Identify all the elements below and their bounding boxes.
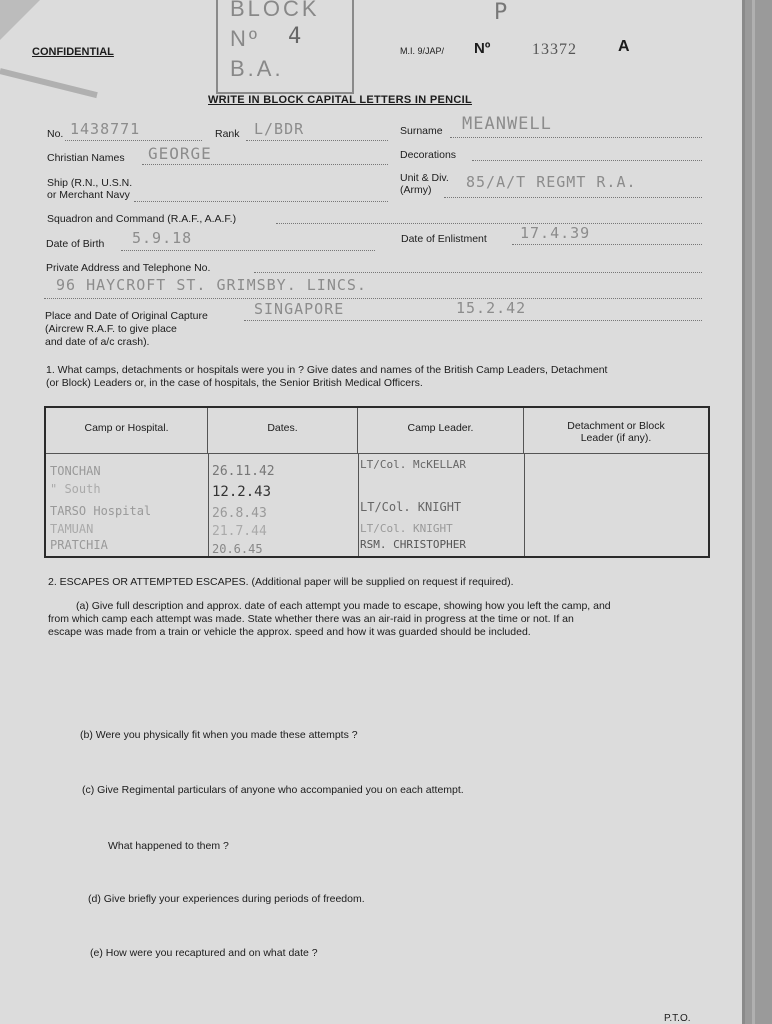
confidential-label: CONFIDENTIAL (32, 46, 114, 58)
stamp-line-1: BLOCK (230, 0, 320, 21)
number-label: Nº (474, 40, 491, 57)
pto-label: P.T.O. (664, 1013, 691, 1024)
dates-cell: 21.7.44 (212, 524, 267, 539)
unit-label-1: Unit & Div. (400, 172, 449, 184)
question-b: (b) Were you physically fit when you made these attempts ? (80, 729, 358, 741)
folded-corner (0, 0, 40, 40)
camp-cell: TARSO Hospital (50, 504, 152, 518)
question-1-line-2: (or Block) Leaders or, in the case of hospitals, the Senior British Medical Officers. (46, 377, 423, 389)
camp-cell: TONCHAN (50, 464, 101, 478)
capture-date: 15.2.42 (456, 299, 527, 317)
decorations-label: Decorations (400, 149, 457, 161)
detachment-header-line-1: Detachment or Block (567, 420, 665, 432)
squadron-label: Squadron and Command (R.A.F., A.A.F.) (47, 213, 237, 225)
stamp-line-3: B.A. (230, 56, 284, 81)
leader-cell: LT/Col. KNIGHT (360, 522, 453, 535)
question-c: (c) Give Regimental particulars of anyone who accompanied you on each attempt. (82, 784, 464, 796)
escapes-a-line-2: from which camp each attempt was made. State whether there was an air-raid in progress at the time or not. If an (48, 613, 574, 625)
dob-label: Date of Birth (46, 238, 105, 250)
question-e: (e) How were you recaptured and on what date ? (90, 947, 318, 959)
leader-cell: LT/Col. McKELLAR (360, 458, 466, 471)
rank-label: Rank (215, 128, 240, 140)
question-1-line-1: 1. What camps, detachments or hospitals were you in ? Give dates and names of the British Camp Leaders, Detachment (46, 364, 608, 376)
capture-label-3: and date of a/c crash). (45, 336, 150, 348)
camp-cell: PRATCHIA (50, 538, 108, 552)
christian-names-value: GEORGE (148, 144, 212, 163)
capture-place: SINGAPORE (254, 300, 345, 318)
col-header-dates: Dates. (208, 408, 358, 454)
pencil-mark: P (494, 0, 508, 25)
address-label: Private Address and Telephone No. (46, 262, 211, 274)
col-header-detachment (524, 408, 708, 454)
paper-clip (0, 68, 98, 98)
detachment-header-line-2: Leader (if any). (580, 432, 652, 444)
leader-cell: RSM. CHRISTOPHER (360, 538, 466, 551)
question-what-happened: What happened to them ? (108, 840, 229, 852)
camp-cell: TAMUAN (50, 522, 94, 536)
question-d: (d) Give briefly your experiences during periods of freedom. (88, 893, 365, 905)
escapes-heading: 2. ESCAPES OR ATTEMPTED ESCAPES. (Additional paper will be supplied on request if required). (48, 576, 514, 588)
no-value: 1438771 (70, 120, 141, 138)
capture-label-2: (Aircrew R.A.F. to give place (45, 323, 177, 335)
paper-edge (752, 0, 755, 1024)
ship-label-2: or Merchant Navy (47, 189, 130, 201)
surname-value: MEANWELL (462, 114, 552, 134)
surname-label: Surname (400, 125, 443, 137)
camp-cell: " South (50, 482, 101, 496)
camps-table (44, 406, 710, 558)
block-stamp (216, 0, 354, 94)
capture-label-1: Place and Date of Original Capture (45, 310, 208, 322)
stamp-handwritten-number: 4 (288, 24, 305, 49)
instructions-heading: WRITE IN BLOCK CAPITAL LETTERS IN PENCIL (208, 94, 472, 106)
stamp-line-2: Nº (230, 26, 260, 51)
dob-value: 5.9.18 (132, 229, 193, 247)
col-header-leader: Camp Leader. (358, 408, 524, 454)
escapes-a-line-3: escape was made from a train or vehicle the approx. speed and how it was guarded should be included. (48, 626, 531, 638)
no-label: No. (47, 128, 64, 140)
dates-cell: 26.8.43 (212, 506, 267, 521)
escapes-a-line-1: (a) Give full description and approx. date of each attempt you made to escape, showing how you left the camp, and (76, 600, 611, 612)
paper-edge (742, 0, 745, 1024)
christian-names-label: Christian Names (47, 152, 125, 164)
enlistment-value: 17.4.39 (520, 224, 591, 242)
dates-cell: 26.11.42 (212, 464, 275, 479)
rank-value: L/BDR (254, 120, 305, 138)
leader-cell: LT/Col. KNIGHT (360, 500, 462, 514)
ship-label-1: Ship (R.N., U.S.N. (47, 177, 133, 189)
unit-label-2: (Army) (400, 184, 432, 196)
address-value: 96 HAYCROFT ST. GRIMSBY. LINCS. (56, 276, 367, 294)
unit-value: 85/A/T REGMT R.A. (466, 173, 637, 191)
form-number: 13372 (532, 41, 577, 58)
col-header-camp: Camp or Hospital. (46, 408, 208, 454)
dates-cell: 20.6.45 (212, 542, 263, 556)
form-code: M.I. 9/JAP/ (400, 46, 445, 56)
dates-cell: 12.2.43 (212, 484, 272, 500)
form-series: A (618, 38, 630, 55)
enlistment-label: Date of Enlistment (401, 233, 487, 245)
